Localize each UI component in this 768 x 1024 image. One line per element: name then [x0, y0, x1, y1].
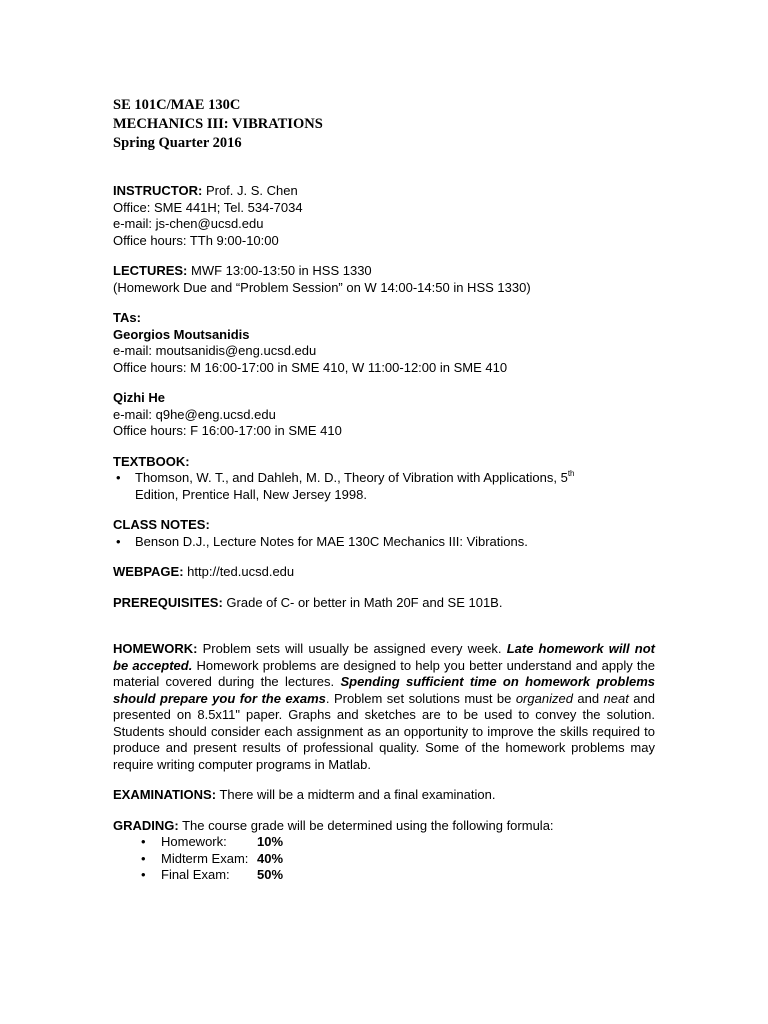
class-notes-item: Benson D.J., Lecture Notes for MAE 130C Mechanics III: Vibrations. — [135, 533, 528, 549]
grade-item — [113, 851, 655, 868]
ta-email: e-mail: moutsanidis@eng.ucsd.edu — [113, 343, 317, 358]
homework-neat: neat — [603, 690, 629, 706]
lectures-time: MWF 13:00-13:50 in HSS 1330 — [191, 263, 372, 278]
course-code: SE 101C/MAE 130C — [113, 97, 241, 113]
instructor-email: e-mail: js-chen@ucsd.edu — [113, 216, 264, 231]
tas-heading: TAs: — [113, 310, 141, 325]
prerequisites-heading: PREREQUISITES: — [113, 594, 223, 610]
ta-name: Georgios Moutsanidis — [113, 326, 250, 342]
examinations-section — [113, 787, 655, 804]
instructor-office: Office: SME 441H; Tel. 534-7034 — [113, 199, 303, 215]
grade-label: Midterm Exam: — [161, 850, 249, 866]
ta-hours: Office hours: M 16:00-17:00 in SME 410, W 11:00-12:00 in SME 410 — [113, 359, 508, 375]
instructor-heading: INSTRUCTOR: — [113, 183, 203, 198]
tas-section — [113, 310, 655, 440]
textbook-line2: Edition, Prentice Hall, New Jersey 1998. — [135, 486, 367, 502]
textbook-heading: TEXTBOOK: — [113, 453, 190, 469]
syllabus-page — [113, 96, 655, 884]
examinations-text: There will be a midterm and a final examination. — [219, 787, 496, 802]
grade-label: Final Exam: — [161, 867, 230, 882]
grade-item — [113, 834, 655, 851]
grading-heading: GRADING: — [113, 817, 179, 833]
homework-late-policy: Late homework will not be accepted. — [113, 641, 655, 673]
grade-value: 40% — [257, 850, 284, 866]
grading-text: The course grade will be determined using the following formula: — [182, 817, 554, 833]
grade-value: 50% — [257, 867, 284, 882]
class-notes-heading: CLASS NOTES: — [113, 517, 210, 532]
instructor-hours: Office hours: TTh 9:00-10:00 — [113, 232, 279, 248]
textbook-section — [113, 454, 655, 504]
bullet: • — [141, 867, 146, 882]
ta-name: Qizhi He — [113, 390, 166, 405]
webpage-section — [113, 564, 655, 581]
bullet: • — [116, 470, 121, 485]
grade-label: Homework: — [161, 834, 227, 849]
homework-text-1: Problem sets will usually be assigned every week. — [202, 641, 502, 656]
homework-text-4: and presented on 8.5x11" paper. Graphs and sketches are to be used to convey the solution. Students should consider each assignment as an opportunity to improve the skills required to produce and present results of professional quality. Some of the homework problems may require writing computer programs in Matlab. — [113, 690, 655, 772]
examinations-heading: EXAMINATIONS: — [113, 787, 217, 802]
ta-email: e-mail: q9he@eng.ucsd.edu — [113, 406, 276, 422]
textbook-sup: th — [567, 469, 575, 478]
homework-text-3: . Problem set solutions must be — [325, 690, 512, 706]
instructor-section — [113, 183, 655, 249]
ta-hours: Office hours: F 16:00-17:00 in SME 410 — [113, 423, 342, 438]
bullet: • — [141, 834, 146, 849]
list-item — [113, 534, 655, 551]
bullet: • — [116, 533, 121, 549]
homework-text-2: Homework problems are designed to help you better understand and apply the material covered during the lectures. — [113, 657, 655, 689]
lectures-section — [113, 263, 655, 296]
homework-heading: HOMEWORK: — [113, 641, 198, 656]
homework-organized: organized — [515, 690, 573, 706]
grading-section — [113, 818, 655, 884]
course-title: MECHANICS III: VIBRATIONS — [113, 116, 323, 132]
ta-entry — [113, 390, 655, 440]
bullet: • — [141, 850, 146, 866]
homework-section — [113, 641, 655, 773]
prerequisites-section — [113, 595, 655, 612]
ta-entry — [113, 327, 655, 377]
lectures-note: (Homework Due and “Problem Session” on W 14:00-14:50 in HSS 1330) — [113, 279, 531, 295]
grade-item — [113, 867, 655, 884]
webpage-link[interactable]: http://ted.ucsd.edu — [187, 564, 295, 579]
webpage-heading: WEBPAGE: — [113, 564, 184, 579]
lectures-heading: LECTURES: — [113, 263, 188, 278]
course-term: Spring Quarter 2016 — [113, 135, 242, 151]
class-notes-section — [113, 517, 655, 550]
textbook-line1: Thomson, W. T., and Dahleh, M. D., Theory of Vibration with Applications, 5 — [135, 470, 568, 485]
homework-and: and — [577, 690, 600, 706]
grade-value: 10% — [257, 834, 284, 849]
homework-exam-prep: Spending sufficient time on homework problems should prepare you for the exams — [113, 674, 655, 706]
instructor-name: Prof. J. S. Chen — [205, 183, 298, 198]
list-item — [113, 470, 655, 503]
prerequisites-text: Grade of C- or better in Math 20F and SE 101B. — [226, 594, 503, 610]
